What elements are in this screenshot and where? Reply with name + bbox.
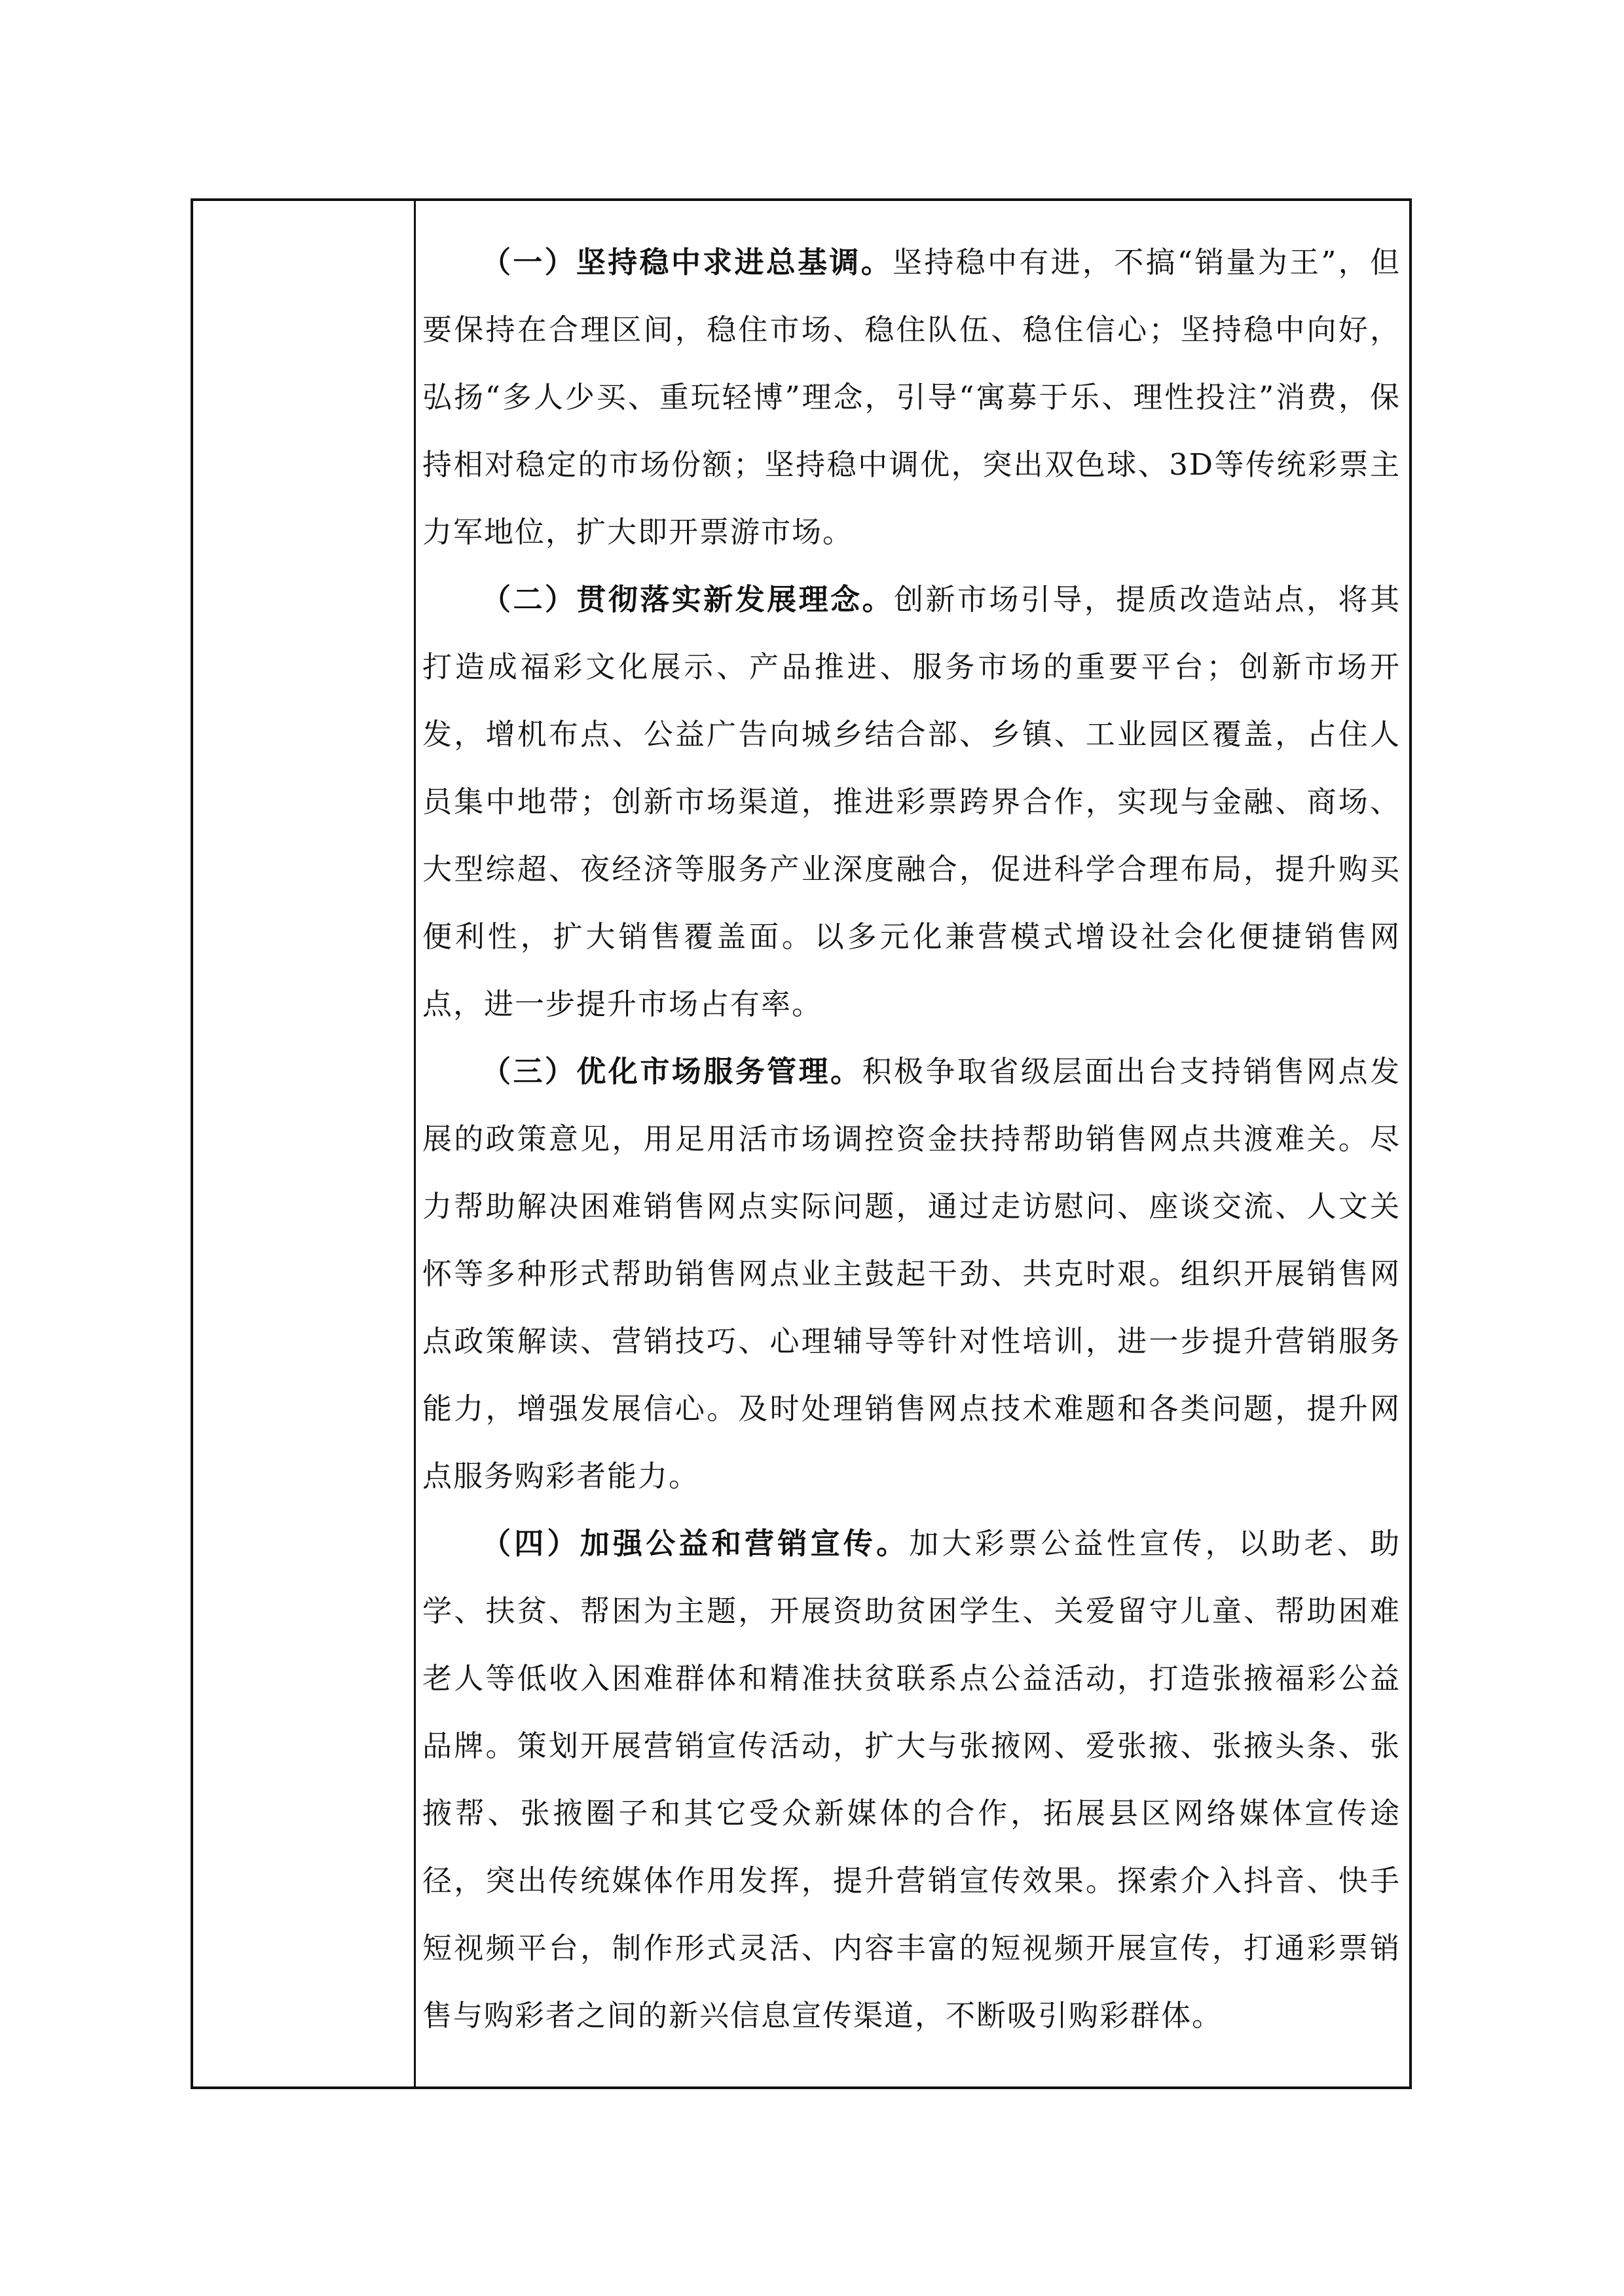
table-content-cell [416, 201, 1409, 2086]
paragraph-1 [422, 228, 1401, 566]
paragraph-1-heading: （一）坚持稳中求进总基调。 [481, 245, 893, 280]
content-body [422, 228, 1401, 2049]
paragraph-2 [422, 566, 1401, 1038]
table-label-cell [193, 201, 416, 2086]
form-table [191, 198, 1412, 2089]
paragraph-1-text: 坚持稳中有进，不搞“销量为王”，但要保持在合理区间，稳住市场、稳住队伍、稳住信心；坚持稳中向好，弘扬“多人少买、重玩轻博”理念，引导“寓募于乐、理性投注”消费，保持相对稳定的市场份额；坚持稳中调优，突出双色球、3D等传统彩票主力军地位，扩大即开票游市场。 [422, 245, 1401, 549]
paragraph-4-text: 加大彩票公益性宣传，以助老、助学、扶贫、帮困为主题，开展资助贫困学生、关爱留守儿童、帮助困难老人等低收入困难群体和精准扶贫联系点公益活动，打造张掖福彩公益品牌。策划开展营销宣传活动，扩大与张掖网、爱张掖、张掖头条、张掖帮、张掖圈子和其它受众新媒体的合作，拓展县区网络媒体宣传途径，突出传统媒体作用发挥，提升营销宣传效果。探索介入抖音、快手短视频平台，制作形式灵活、内容丰富的短视频开展宣传，打通彩票销售与购彩者之间的新兴信息宣传渠道，不断吸引购彩群体。 [422, 1526, 1401, 2033]
paragraph-3-heading: （三）优化市场服务管理。 [481, 1054, 862, 1089]
paragraph-2-heading: （二）贯彻落实新发展理念。 [481, 582, 895, 617]
paragraph-3-text: 积极争取省级层面出台支持销售网点发展的政策意见，用足用活市场调控资金扶持帮助销售网点共渡难关。尽力帮助解决困难销售网点实际问题，通过走访慰问、座谈交流、人文关怀等多种形式帮助销售网点业主鼓起干劲、共克时艰。组织开展销售网点政策解读、营销技巧、心理辅导等针对性培训，进一步提升营销服务能力，增强发展信心。及时处理销售网点技术难题和各类问题，提升网点服务购彩者能力。 [422, 1054, 1401, 1493]
paragraph-4 [422, 1510, 1401, 2049]
paragraph-2-text: 创新市场引导，提质改造站点，将其打造成福彩文化展示、产品推进、服务市场的重要平台；创新市场开发，增机布点、公益广告向城乡结合部、乡镇、工业园区覆盖，占住人员集中地带；创新市场渠道，推进彩票跨界合作，实现与金融、商场、大型综超、夜经济等服务产业深度融合，促进科学合理布局，提升购买便利性，扩大销售覆盖面。以多元化兼营模式增设社会化便捷销售网点，进一步提升市场占有率。 [422, 582, 1401, 1021]
paragraph-4-heading: （四）加强公益和营销宣传。 [481, 1526, 910, 1561]
paragraph-3 [422, 1038, 1401, 1510]
